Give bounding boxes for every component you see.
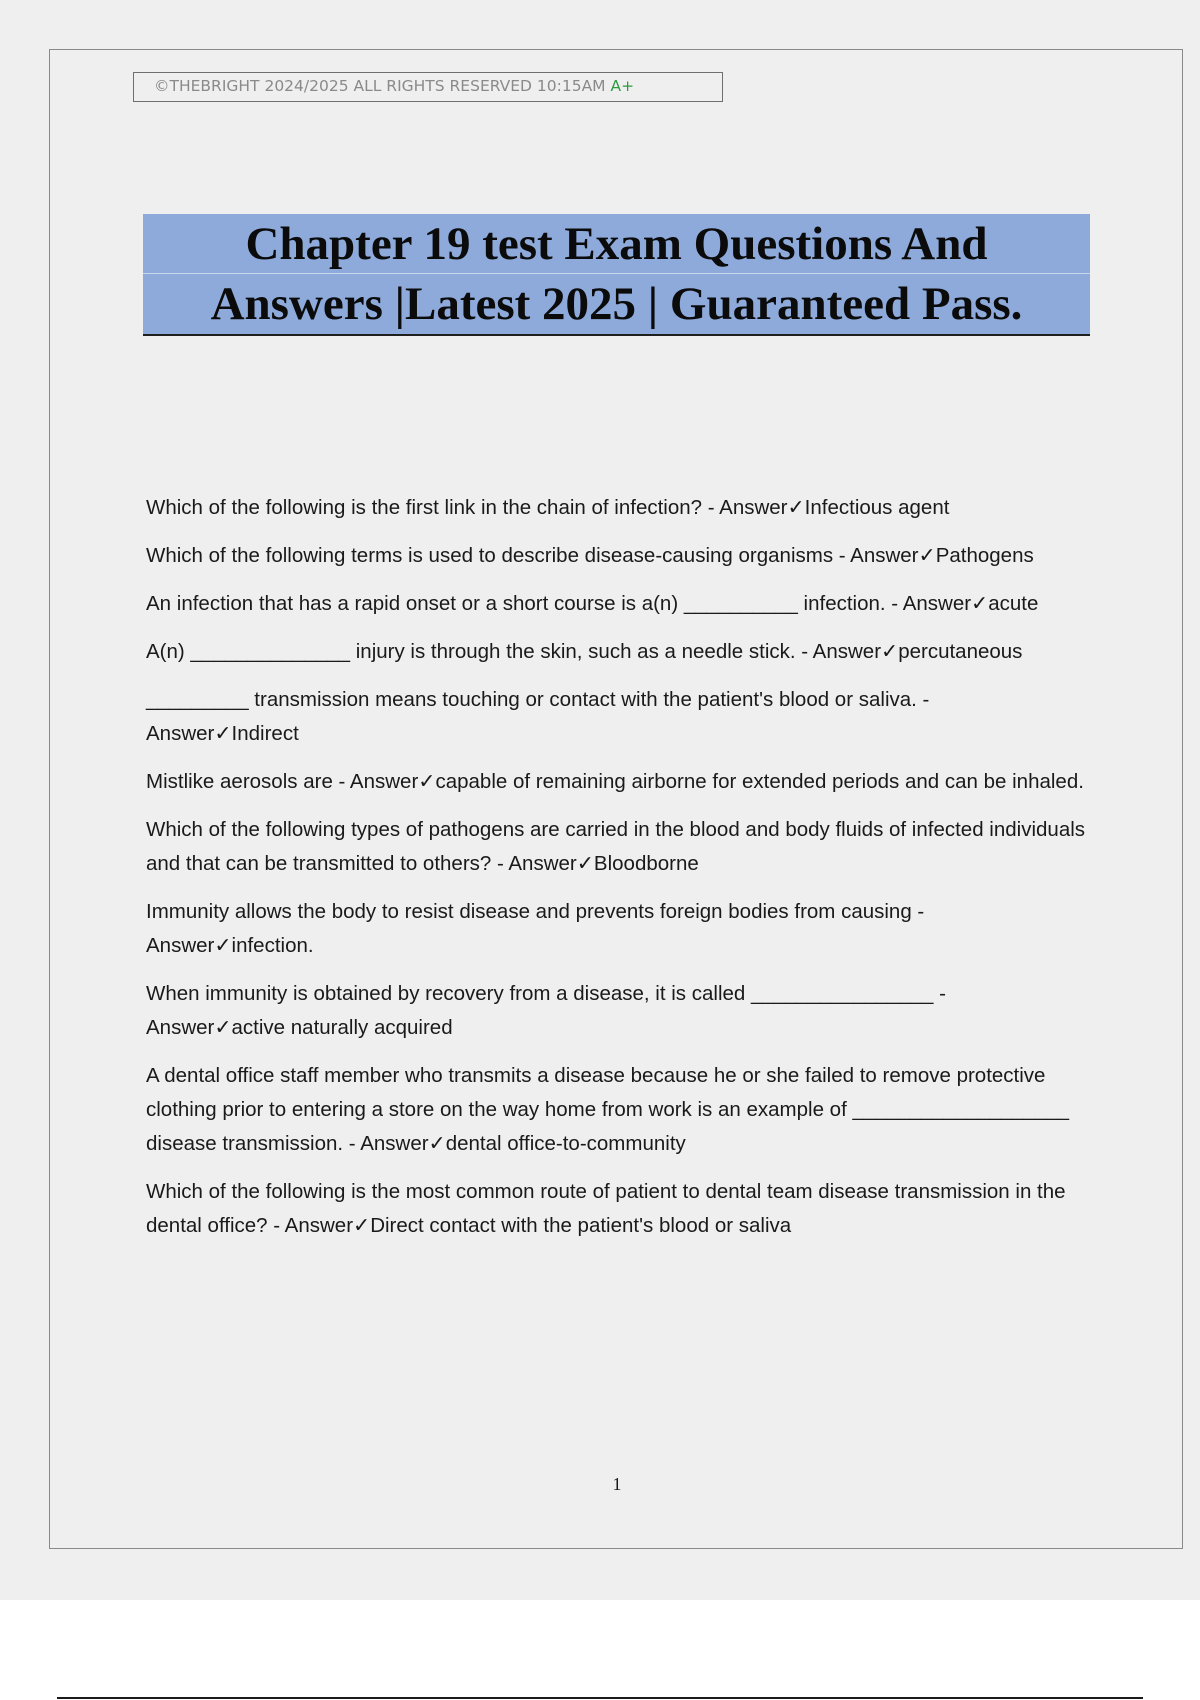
copyright-text: ©THEBRIGHT 2024/2025 ALL RIGHTS RESERVED 10:15AM: [154, 77, 606, 95]
qa-item: Which of the following types of pathogens are carried in the blood and body fluids of infected individuals and that can be transmitted to others? - Answer✓Bloodborne: [146, 818, 1086, 875]
copyright-notice: [133, 72, 723, 102]
qa-item: An infection that has a rapid onset or a short course is a(n) __________ infection. - Answer✓acute: [146, 592, 1039, 615]
grade-badge: A+: [610, 77, 635, 95]
qa-item: A(n) ______________ injury is through the skin, such as a needle stick. - Answer✓percutaneous: [146, 640, 1023, 663]
title-divider: [143, 273, 1090, 274]
qa-item: _________ transmission means touching or contact with the patient's blood or saliva. - Answer✓Indirect: [146, 688, 930, 745]
qa-item: Which of the following is the first link in the chain of infection? - Answer✓Infectious agent: [146, 496, 950, 519]
qa-item: Which of the following terms is used to describe disease-causing organisms - Answer✓Pathogens: [146, 544, 1034, 567]
qa-item: Mistlike aerosols are - Answer✓capable of remaining airborne for extended periods and can be inhaled.: [146, 770, 1084, 793]
bottom-rule: [57, 1697, 1143, 1699]
question-answer-list: [146, 491, 1086, 1257]
document-title-line-1: Chapter 19 test Exam Questions And: [245, 218, 988, 270]
document-title-line-2: Answers |Latest 2025 | Guaranteed Pass.: [210, 278, 1023, 330]
document-title-box: [143, 214, 1090, 336]
qa-item: Which of the following is the most common route of patient to dental team disease transmission in the dental office? - Answer✓Direct contact with the patient's blood or saliva: [146, 1180, 1066, 1237]
qa-item: Immunity allows the body to resist disease and prevents foreign bodies from causing - Answer✓infection.: [146, 900, 925, 957]
qa-item: A dental office staff member who transmits a disease because he or she failed to remove protective clothing prior to entering a store on the way home from work is an example of ___________________ disease transmission. - Answer✓dental office-to-community: [146, 1064, 1070, 1155]
page-number: 1: [612, 1474, 622, 1494]
qa-item: When immunity is obtained by recovery from a disease, it is called ________________ - Answer✓active naturally acquired: [146, 982, 946, 1039]
